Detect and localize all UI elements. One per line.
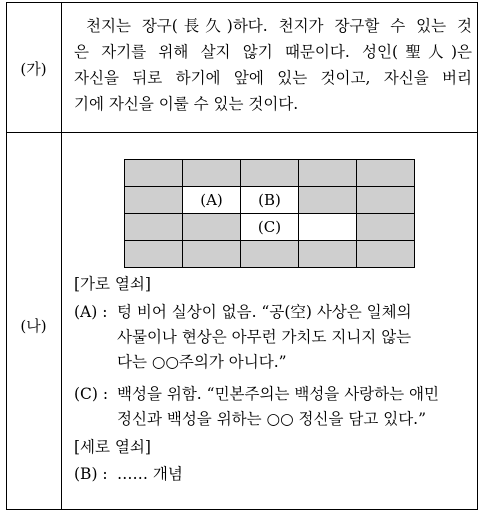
grid-cell (125, 241, 183, 268)
across-clues-header: [가로 열쇠] (74, 275, 151, 293)
passage-line: 자신을 뒤로 하기에 앞에 있는 것이고, 자신을 버리 (74, 69, 472, 87)
grid-cell (241, 241, 299, 268)
grid-cell (183, 214, 241, 241)
grid-cell (299, 160, 357, 187)
crossword-grid (124, 159, 415, 268)
grid-cell (241, 160, 299, 187)
clue-a-text: 다는 ○○주의가 아니다.” (117, 353, 287, 371)
clue-a-text: 사물이나 현상은 아무런 가치도 지니지 않는 (117, 328, 412, 346)
grid-cell (357, 241, 415, 268)
clue-c-label: (C) : (74, 385, 109, 403)
grid-cell (299, 214, 357, 241)
passage-ga (74, 13, 472, 117)
row-label-na: (나) (20, 317, 47, 335)
grid-cell-a: (A) (183, 187, 241, 214)
passage-line: 천지는 장구(長久)하다. 천지가 장구할 수 있는 것 (86, 17, 472, 35)
grid-cell (183, 241, 241, 268)
grid-cell (299, 241, 357, 268)
grid-cell (183, 160, 241, 187)
clue-a-label: (A) : (74, 303, 108, 321)
grid-cell (125, 160, 183, 187)
grid-cell (125, 214, 183, 241)
clue-c-text: 백성을 위함. “민본주의는 백성을 사랑하는 애민 (117, 385, 439, 403)
grid-cell-c: (C) (241, 214, 299, 241)
clue-a-text: 텅 비어 실상이 없음. “공(空) 사상은 일체의 (117, 303, 412, 321)
grid-cell (299, 187, 357, 214)
clue-b-text: …… 개념 (117, 465, 183, 483)
clue-c-text: 정신과 백성을 위하는 ○○ 정신을 담고 있다.” (117, 410, 427, 428)
grid-cell (357, 214, 415, 241)
row-label-ga: (가) (20, 60, 47, 78)
grid-cell (357, 187, 415, 214)
column-divider (61, 2, 62, 510)
passage-line: 기에 자신을 이룰 수 있는 것이다. (74, 95, 299, 113)
grid-cell-b: (B) (241, 187, 299, 214)
down-clues-header: [세로 열쇠] (74, 438, 151, 456)
passage-line: 은 자기를 위해 살지 않기 때문이다. 성인(聖人)은 (74, 43, 472, 61)
grid-cell (357, 160, 415, 187)
grid-cell (125, 187, 183, 214)
clue-b-label: (B) : (74, 465, 108, 483)
row-divider (6, 132, 478, 133)
